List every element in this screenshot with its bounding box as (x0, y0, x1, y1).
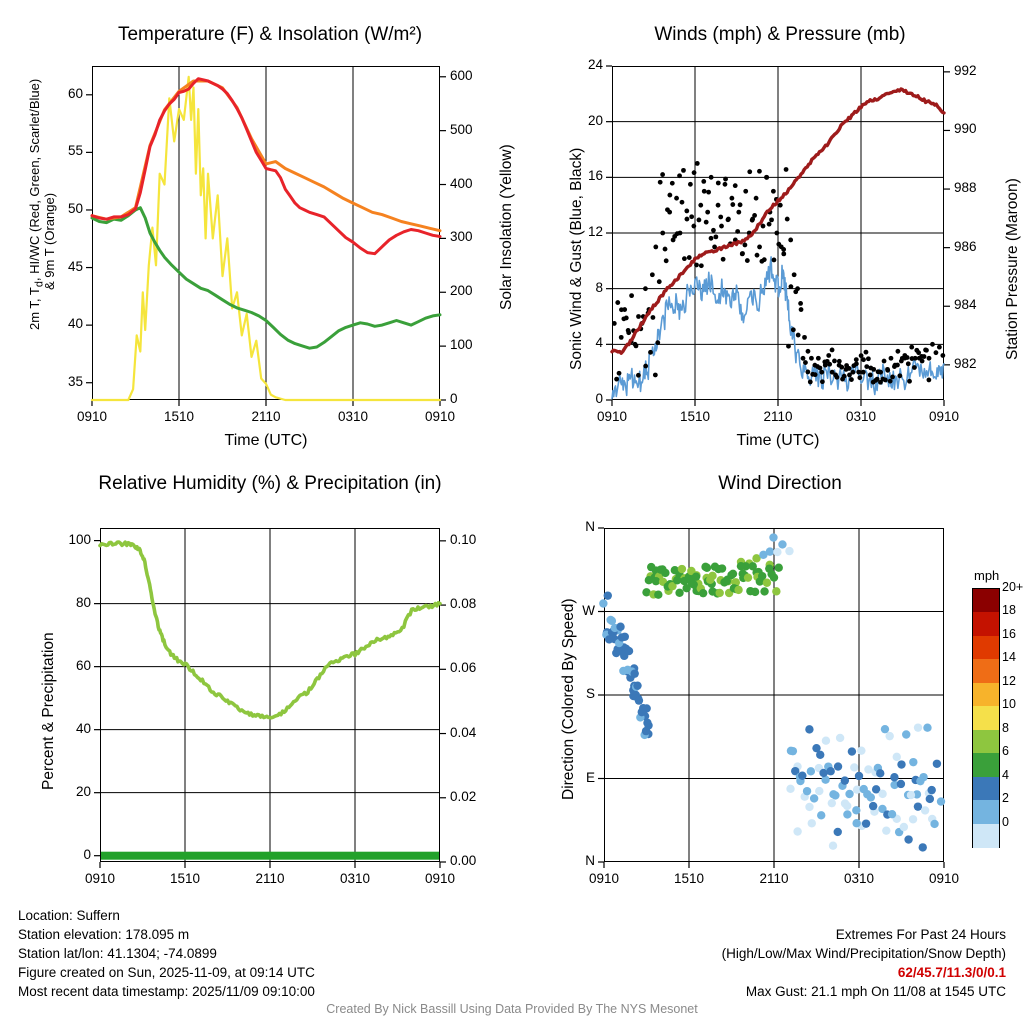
xtick-label-temp: 1510 (163, 409, 195, 424)
ytick2-label-winds: 986 (954, 238, 977, 254)
xtick-label-humidity: 0910 (84, 871, 116, 886)
colorbar-segment (973, 683, 999, 707)
xtick-label-winddir: 2110 (759, 871, 789, 886)
ytick2-label-winds: 988 (954, 180, 977, 196)
ytick-label-winds: 24 (587, 57, 603, 72)
colorbar-segment (973, 636, 999, 660)
ytick-label-humidity: 20 (75, 783, 91, 799)
extremes-subheading: (High/Low/Max Wind/Precipitation/Snow Depth) (721, 946, 1006, 961)
footer-elevation: Station elevation: 178.095 m (18, 927, 190, 942)
ytick-label-winds: 12 (587, 224, 603, 239)
xaxis-label-temp: Time (UTC) (224, 432, 308, 449)
yaxis-label-winds-left: Sonic Wind & Gust (Blue, Black) (568, 147, 585, 370)
wind-speed-colorbar (972, 588, 1000, 848)
ytick-label-winds: 8 (595, 279, 603, 295)
ytick2-label-temp: 600 (450, 67, 473, 83)
ytick-label-winddir: N (585, 853, 595, 868)
xtick-label-temp: 0910 (424, 409, 456, 424)
ytick-label-temp: 35 (67, 373, 83, 389)
ytick-label-winddir: E (585, 769, 595, 785)
ytick-label-temp: 55 (67, 143, 83, 159)
colorbar-segment (973, 659, 999, 683)
footer-figure-created: Figure created on Sun, 2025-11-09, at 09:14 UTC (18, 965, 315, 980)
ytick-label-temp: 40 (67, 316, 83, 332)
colorbar-segment (973, 800, 999, 824)
colorbar-label: 18 (1002, 603, 1016, 618)
ytick2-label-winds: 990 (954, 121, 977, 137)
ytick-label-temp: 60 (67, 85, 83, 101)
credit-line: Created By Nick Bassill Using Data Provided By The NYS Mesonet (326, 1002, 698, 1016)
ytick2-label-humidity: 0.04 (450, 724, 477, 740)
ytick-label-winds: 4 (595, 335, 603, 351)
xtick-label-humidity: 0910 (424, 871, 456, 886)
xtick-label-winds: 0910 (928, 409, 960, 424)
panel-wind-direction-axes (604, 528, 944, 862)
panel-humidity-title: Relative Humidity (%) & Precipitation (in) (98, 473, 442, 494)
xtick-label-winds: 0910 (596, 409, 628, 424)
ytick-label-humidity: 100 (68, 531, 91, 547)
panel-wind-direction-title: Wind Direction (718, 473, 842, 494)
panel-winds-title: Winds (mph) & Pressure (mb) (654, 24, 906, 45)
colorbar-label: 10 (1002, 697, 1016, 712)
xtick-label-winddir: 0310 (843, 871, 875, 886)
colorbar-label: 6 (1002, 744, 1009, 759)
extremes-heading: Extremes For Past 24 Hours (835, 927, 1006, 942)
colorbar-segment (973, 706, 999, 730)
colorbar-label: 0 (1002, 814, 1009, 829)
xtick-label-humidity: 0310 (339, 871, 371, 886)
ytick2-label-humidity: 0.00 (450, 853, 477, 868)
yaxis-label-winds-right: Station Pressure (Maroon) (1004, 178, 1021, 360)
panel-winds-axes (612, 66, 944, 400)
ytick-label-winds: 20 (587, 112, 603, 128)
colorbar-segment (973, 730, 999, 754)
colorbar-label: 2 (1002, 791, 1009, 806)
panel-humidity-axes (100, 528, 440, 862)
xaxis-label-winds: Time (UTC) (736, 432, 820, 449)
colorbar-label: 8 (1002, 720, 1009, 735)
ytick2-label-humidity: 0.02 (450, 788, 477, 804)
colorbar-label: 14 (1002, 650, 1016, 665)
ytick2-label-temp: 300 (450, 229, 473, 245)
ytick-label-temp: 50 (67, 200, 83, 216)
xtick-label-winddir: 1510 (673, 871, 705, 886)
ytick-label-humidity: 60 (75, 657, 91, 673)
ytick-label-winds: 0 (595, 391, 603, 406)
xtick-label-winds: 0310 (845, 409, 877, 424)
xtick-label-winds: 2110 (763, 409, 793, 424)
ytick-label-winddir: W (582, 602, 595, 618)
ytick2-label-winds: 984 (954, 297, 977, 313)
footer-location: Location: Suffern (18, 908, 120, 923)
yaxis-label-winddir-left: Direction (Colored By Speed) (560, 598, 577, 800)
ytick2-label-humidity: 0.08 (450, 596, 477, 612)
xtick-label-temp: 0310 (337, 409, 369, 424)
xtick-label-temp: 0910 (76, 409, 108, 424)
ytick2-label-winds: 992 (954, 62, 977, 78)
xtick-label-temp: 2110 (251, 409, 281, 424)
ytick-label-humidity: 40 (75, 720, 91, 736)
ytick2-label-humidity: 0.06 (450, 660, 477, 676)
colorbar-label: 16 (1002, 626, 1016, 641)
ytick-label-winddir: N (585, 519, 595, 534)
ytick2-label-temp: 200 (450, 283, 473, 299)
ytick-label-winds: 16 (587, 168, 603, 184)
colorbar-segment (973, 777, 999, 801)
colorbar-segment (973, 753, 999, 777)
yaxis-label-temp-left-line2: & 9m T (Orange) (42, 192, 57, 290)
extremes-values: 62/45.7/11.3/0/0.1 (897, 965, 1006, 980)
colorbar-title: mph (974, 568, 1000, 583)
max-gust: Max Gust: 21.1 mph On 11/08 at 1545 UTC (745, 984, 1006, 999)
panel-temperature-title: Temperature (F) & Insolation (W/m²) (117, 24, 423, 45)
xtick-label-winddir: 0910 (588, 871, 620, 886)
yaxis-label-temp-left-line1: 2m T, $T_d$, HI/WC (Red, Green, Scarlet/Blue) (27, 78, 46, 330)
ytick-label-temp: 45 (67, 258, 83, 274)
ytick-label-humidity: 80 (75, 594, 91, 610)
ytick2-label-temp: 100 (450, 337, 473, 353)
xtick-label-winds: 1510 (679, 409, 711, 424)
ytick-label-winddir: S (585, 686, 595, 701)
xtick-label-humidity: 2110 (255, 871, 285, 886)
colorbar-segment (973, 612, 999, 636)
yaxis-label-humidity-left: Percent & Precipitation (40, 632, 57, 790)
xtick-label-humidity: 1510 (169, 871, 201, 886)
ytick2-label-humidity: 0.10 (450, 531, 477, 547)
footer-recent-timestamp: Most recent data timestamp: 2025/11/09 09:10:00 (18, 984, 315, 999)
colorbar-segment (973, 824, 999, 848)
ytick2-label-winds: 982 (954, 355, 977, 371)
colorbar-label: 20+ (1002, 580, 1024, 594)
colorbar-segment (973, 589, 999, 613)
ytick2-label-temp: 0 (450, 391, 458, 406)
ytick-label-humidity: 0 (83, 846, 91, 862)
yaxis-label-temp-right: Solar Insolation (Yellow) (498, 144, 515, 310)
xtick-label-winddir: 0910 (928, 871, 960, 886)
ytick2-label-temp: 400 (450, 175, 473, 191)
footer-latlon: Station lat/lon: 41.1304; -74.0899 (18, 946, 217, 961)
ytick2-label-temp: 500 (450, 121, 473, 137)
colorbar-label: 12 (1002, 673, 1016, 688)
colorbar-label: 4 (1002, 767, 1009, 782)
